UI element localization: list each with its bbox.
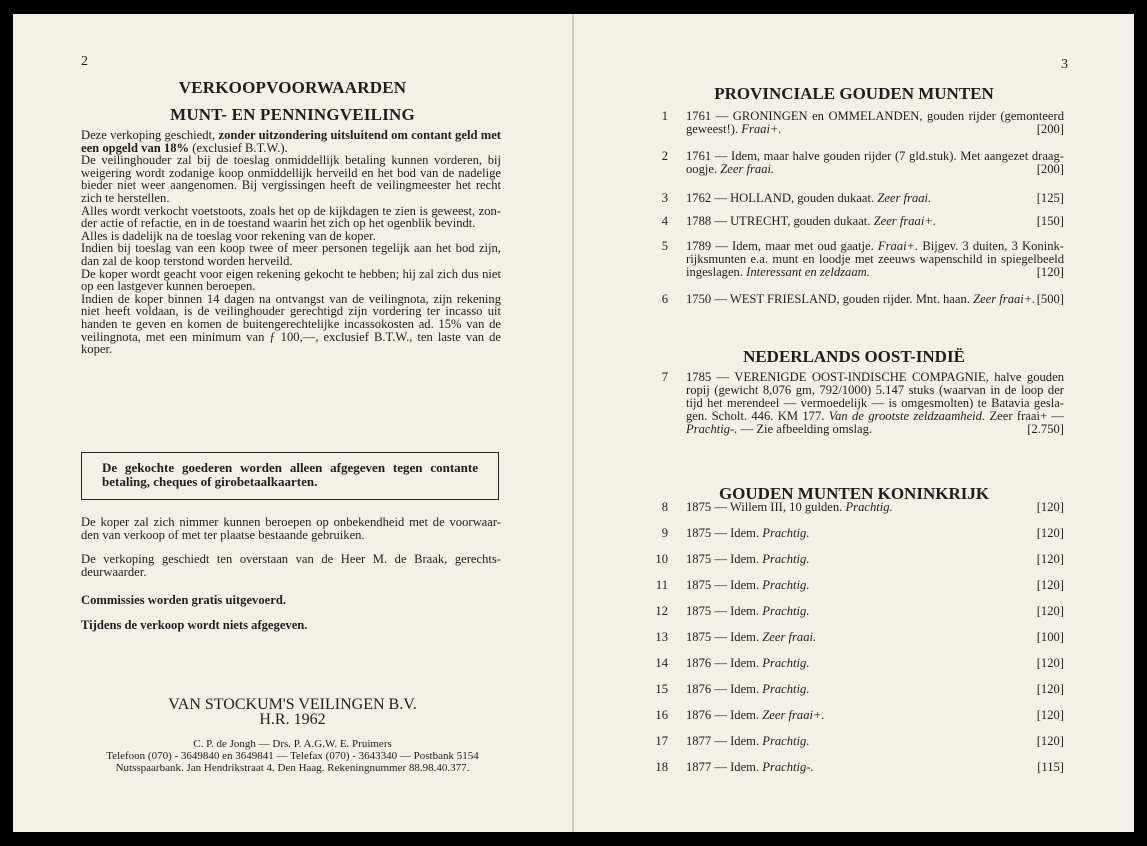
conditions-line: der actie of refactie, en in de toestand waarin het zich op het ogenblik bevindt.: [81, 216, 476, 231]
section-heading: GOUDEN MUNTEN KONINKRIJK: [718, 484, 990, 503]
lot-estimate: [120]: [1036, 682, 1064, 696]
conditions-line: bieder niet weer aangenomen. Bij vergissingen heeft de veilingmeester het recht: [81, 178, 501, 193]
lot-description-line: oogje. Zeer fraai.: [686, 162, 775, 176]
right-page: [574, 14, 1134, 832]
text-line: den van verkoop of met ter plaatse bestaande gebruiken.: [81, 528, 365, 542]
lot-estimate: [120]: [1036, 708, 1064, 722]
conditions-line: Deze verkoping geschiedt, zonder uitzondering uitsluitend om contant geld met: [81, 128, 501, 142]
lot-number: 11: [655, 578, 668, 592]
lot-number: 17: [655, 734, 668, 748]
lot-description: [686, 150, 1064, 176]
lot-estimate: [500]: [1036, 292, 1064, 306]
lot-estimate: [120]: [1036, 604, 1064, 618]
lot-description-line: tijd het merendeel — vermoedelijk — is omgesmolten) te Batavia gesla-: [686, 396, 1064, 410]
conditions-subtitle: MUNT- EN PENNINGVEILING: [170, 105, 415, 124]
lot-number: 2: [661, 149, 668, 163]
no-issue-note: Tijdens de verkoop wordt niets afgegeven.: [81, 618, 308, 632]
lot-estimate: [200]: [1036, 122, 1064, 136]
phone-line: Telefoon (070) - 3649840 en 3649841 — Telefax (070) - 3643340 — Postbank 5154: [106, 750, 479, 762]
commissions-note: Commissies worden gratis uitgevoerd.: [81, 593, 286, 607]
lot-description-line: 1785 — VERENIGDE OOST-INDISCHE COMPAGNIE, halve gouden: [686, 370, 1064, 384]
conditions-line: op een lastgever kunnen beroepen.: [81, 279, 256, 294]
lot-description: [686, 579, 1064, 592]
directors-line: C. P. de Jongh — Drs. P. A.G.W. E. Pruimers: [193, 738, 392, 750]
lot-description-line: Prachtig-. — Zie afbeelding omslag.: [686, 422, 873, 436]
lot-estimate: [120]: [1036, 500, 1064, 514]
lot-estimate: [150]: [1036, 214, 1064, 228]
conditions-line: Indien de koper binnen 14 dagen na ontvangst van de veilingnota, zijn rekening: [81, 291, 501, 306]
lot-description-line: 1875 — Idem. Prachtig.: [686, 578, 810, 592]
text-line: De verkoping geschiedt ten overstaan van de Heer M. de Braak, gerechts-: [81, 552, 501, 566]
lot-description: [686, 215, 1064, 228]
lot-description-line: 1788 — UTRECHT, gouden dukaat. Zeer fraai+.: [686, 214, 936, 228]
lot-number: 4: [661, 214, 668, 228]
lot-estimate: [120]: [1036, 656, 1064, 670]
lot-description: [686, 192, 1064, 205]
lot-estimate: [2.750]: [1027, 422, 1064, 436]
lot-number: 10: [655, 552, 668, 566]
lot-description-line: ingeslagen. Interessant en zeldzaam.: [686, 265, 870, 279]
lot-description: [686, 501, 1064, 514]
lot-number: 3: [661, 191, 668, 205]
conditions-line: koper.: [81, 342, 113, 357]
lot-description: [686, 293, 1064, 306]
boxed-notice-line: De gekochte goederen worden alleen afgegeven tegen contante: [102, 460, 478, 475]
conditions-line: Alles is dadelijk na de toeslag voor rekening van de koper.: [81, 228, 376, 243]
lot-description-line: 1761 — Idem, maar halve gouden rijder (7 gld.stuk). Met aangezet draag-: [686, 149, 1064, 163]
lot-description: [686, 371, 1064, 436]
lot-number: 1: [661, 109, 668, 123]
conditions-line: veilingnota, met een minimum van ƒ 100,—, exclusief B.T.W., ten laste van de: [81, 329, 501, 344]
lot-description-line: gen. Scholt. 446. KM 177. Van de grootste zeldzaamheid. Zeer fraai+ —: [686, 409, 1064, 423]
page-number-right: 3: [1061, 57, 1068, 72]
lot-number: 16: [655, 708, 668, 722]
lot-description: [686, 527, 1064, 540]
lot-description: [686, 709, 1064, 722]
page-number-left: 2: [81, 54, 88, 69]
lot-number: 13: [655, 630, 668, 644]
conditions-line: De veilinghouder zal bij de toeslag onmiddellijk betaling kunnen vorderen, bij: [81, 153, 501, 168]
conditions-line: De koper wordt geacht voor eigen rekening gekocht te hebben; hij zal zich dus niet: [81, 266, 501, 281]
conditions-title: VERKOOPVOORWAARDEN: [178, 78, 407, 97]
lot-estimate: [200]: [1036, 162, 1064, 176]
lot-description-line: 1877 — Idem. Prachtig.: [686, 734, 810, 748]
unknown-conditions-paragraph: [81, 516, 501, 542]
lot-number: 7: [661, 370, 668, 384]
lot-description-line: 1875 — Idem. Zeer fraai.: [686, 630, 817, 644]
lot-description: [686, 657, 1064, 670]
conditions-line: weigering wordt zodanige koop onmiddellijk herveild en het bod van de nadelige: [81, 165, 501, 180]
lot-description: [686, 605, 1064, 618]
lot-description-line: ropij (gewicht 8,076 gm, 792/1000) 5.147 stuks (waarvan in de loop der: [686, 383, 1064, 397]
conditions-line: Alles wordt verkocht voetstoots, zoals het op de kijkdagen te zien is geweest, zon-: [81, 203, 501, 218]
lot-description-line: 1789 — Idem, maar met oud gaatje. Fraai+. Bijgev. 3 duiten, 3 Konink-: [686, 239, 1064, 253]
lot-estimate: [115]: [1037, 760, 1064, 774]
lot-description-line: 1762 — HOLLAND, gouden dukaat. Zeer fraai.: [686, 191, 932, 205]
bailiff-paragraph: [81, 553, 501, 579]
lot-description-line: 1875 — Idem. Prachtig.: [686, 552, 810, 566]
lot-description-line: 1875 — Idem. Prachtig.: [686, 604, 810, 618]
boxed-notice-line: betaling, cheques of girobetaalkaarten.: [102, 473, 318, 489]
text-line: De koper zal zich nimmer kunnen beroepen op onbekendheid met de voorwaar-: [81, 515, 501, 529]
conditions-line: zich te herstellen.: [81, 190, 170, 205]
left-page: [13, 14, 572, 832]
lot-description-line: rijksmunten e.a. munt en loodje met zeeuws wapenschild in spiegelbeeld: [686, 252, 1064, 266]
lot-description-line: 1876 — Idem. Prachtig.: [686, 656, 810, 670]
lot-description: [686, 553, 1064, 566]
lot-description-line: 1877 — Idem. Prachtig-.: [686, 760, 814, 774]
section-heading: NEDERLANDS OOST-INDIË: [743, 347, 965, 366]
lot-description: [686, 110, 1064, 136]
company-name: VAN STOCKUM'S VEILINGEN B.V.: [168, 696, 417, 713]
lot-number: 8: [661, 500, 668, 514]
lot-description: [686, 761, 1064, 774]
conditions-line: Indien bij toeslag van een koop twee of meer personen tegelijk aan het bod zijn,: [81, 241, 501, 256]
conditions-line: niet heeft voldaan, is de veilinghouder gerechtigd zijn vordering ter incasso uit: [81, 304, 501, 319]
conditions-text: [81, 129, 501, 356]
lot-number: 9: [661, 526, 668, 540]
conditions-line: handen te geven en komen de buitengerechtelijke incassokosten ad. 15% van de: [81, 316, 501, 331]
lot-number: 14: [655, 656, 668, 670]
bank-line: Nutsspaarbank. Jan Hendrikstraat 4. Den Haag. Rekeningnummer 88.98.40.377.: [115, 762, 470, 774]
conditions-line: een opgeld van 18% (exclusief B.T.W.).: [81, 140, 288, 155]
lot-number: 12: [655, 604, 668, 618]
lot-description: [686, 735, 1064, 748]
lot-description-line: 1761 — GRONINGEN en OMMELANDEN, gouden rijder (gemonteerd: [686, 109, 1064, 123]
lot-description: [686, 683, 1064, 696]
lot-number: 5: [661, 239, 668, 253]
lot-description: [686, 631, 1064, 644]
text-line: deurwaarder.: [81, 565, 147, 579]
lot-estimate: [120]: [1036, 265, 1064, 279]
lot-description-line: 1750 — WEST FRIESLAND, gouden rijder. Mnt. haan. Zeer fraai+.: [686, 292, 1036, 306]
lot-description-line: 1876 — Idem. Prachtig.: [686, 682, 810, 696]
lot-description-line: geweest!). Fraai+.: [686, 122, 782, 136]
company-registration: H.R. 1962: [259, 711, 326, 728]
lot-description: [686, 240, 1064, 279]
lot-description-line: 1875 — Willem III, 10 gulden. Prachtig.: [686, 500, 893, 514]
lot-number: 6: [661, 292, 668, 306]
conditions-line: dan zal de koop terstond worden herveild.: [81, 253, 293, 268]
lot-number: 15: [655, 682, 668, 696]
lot-description-line: 1876 — Idem. Zeer fraai+.: [686, 708, 825, 722]
lot-estimate: [120]: [1036, 552, 1064, 566]
lot-estimate: [100]: [1036, 630, 1064, 644]
lot-estimate: [120]: [1036, 578, 1064, 592]
section-heading: PROVINCIALE GOUDEN MUNTEN: [714, 84, 994, 103]
lot-estimate: [120]: [1036, 526, 1064, 540]
lot-description-line: 1875 — Idem. Prachtig.: [686, 526, 810, 540]
boxed-notice: [81, 452, 499, 500]
lot-estimate: [120]: [1036, 734, 1064, 748]
lot-estimate: [125]: [1036, 191, 1064, 205]
lot-number: 18: [655, 760, 668, 774]
